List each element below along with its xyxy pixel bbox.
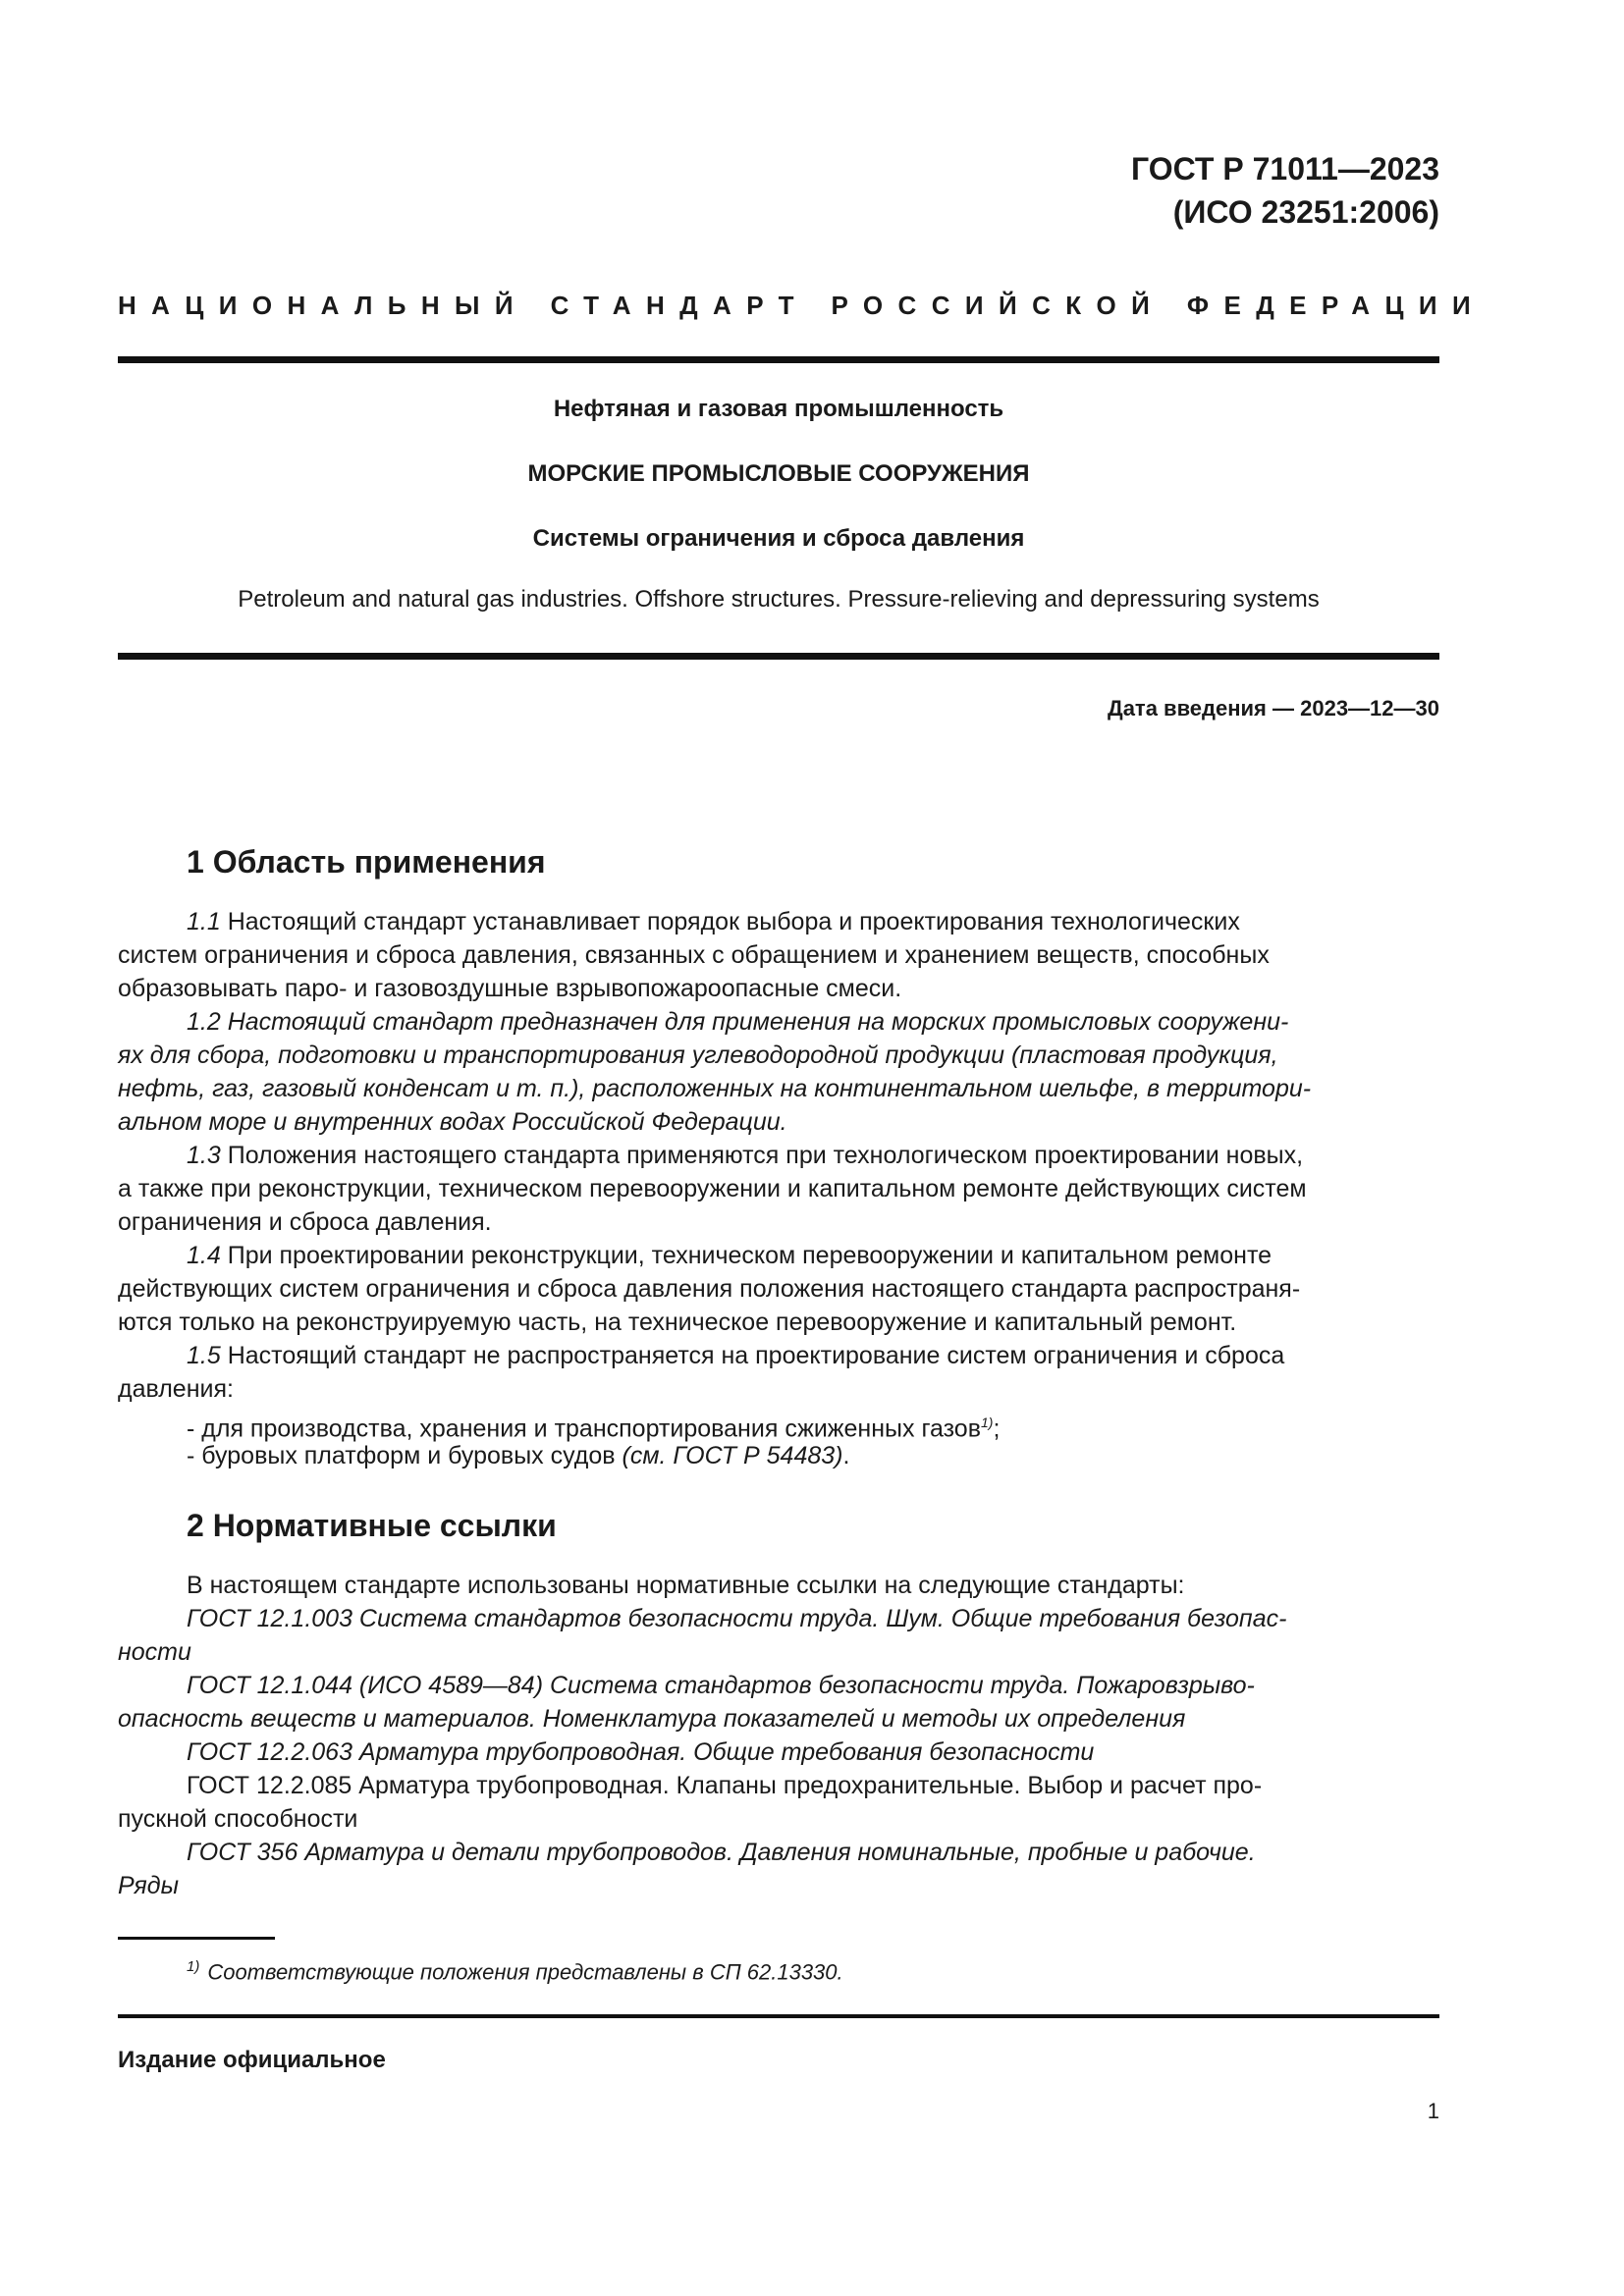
page-number: 1 [1427, 2099, 1439, 2123]
paragraph-1-4-line-3: ются только на реконструируемую часть, на техническое перевооружение и капитальный ремонт. [118, 1308, 1237, 1336]
paragraph-1-2-line-2: ях для сбора, подготовки и транспортирования углеводородной продукции (пластовая продукция, [118, 1041, 1278, 1069]
official-edition-label: Издание официальное [118, 2047, 386, 2073]
paragraph-1-1-line-1: 1.1 Настоящий стандарт устанавливает порядок выбора и проектирования технологических [187, 908, 1240, 935]
footnote-mark: 1) [187, 1958, 200, 1975]
systems-title: Системы ограничения и сброса давления [532, 525, 1025, 552]
paragraph-1-1-line-2: систем ограничения и сброса давления, связанных с обращением и хранением веществ, способных [118, 941, 1270, 969]
national-standard-title: НАЦИОНАЛЬНЫЙ СТАНДАРТ РОССИЙСКОЙ ФЕДЕРАЦИИ [118, 291, 1487, 320]
paragraph-1-2-line-1: 1.2 Настоящий стандарт предназначен для применения на морских промысловых сооружени- [187, 1008, 1289, 1036]
header-divider [118, 356, 1439, 363]
reference-gost-12-1-044-line-1: ГОСТ 12.1.044 (ИСО 4589—84) Система стандартов безопасности труда. Пожаровзрыво- [187, 1672, 1255, 1699]
paragraph-1-5-line-2: давления: [118, 1375, 234, 1403]
reference-gost-12-2-085-line-2: пускной способности [118, 1805, 358, 1833]
title-divider [118, 653, 1439, 660]
reference-gost-12-1-003-line-2: ности [118, 1638, 191, 1666]
document-code-block [1131, 147, 1439, 234]
reference-gost-356-line-2: Ряды [118, 1872, 179, 1899]
list-item-liquefied-gases: - для производства, хранения и транспортирования сжиженных газов$^{1)}$; [187, 1415, 1001, 1443]
paragraph-1-4-line-2: действующих систем ограничения и сброса давления положения настоящего стандарта распространя- [118, 1275, 1301, 1303]
paragraph-1-2-line-4: альном море и внутренних водах Российской Федерации. [118, 1108, 787, 1136]
paragraph-1-5-line-1: 1.5 Настоящий стандарт не распространяется на проектирование систем ограничения и сброса [187, 1342, 1285, 1369]
reference-gost-12-1-044-line-2: опасность веществ и материалов. Номенклатура показателей и методы их определения [118, 1705, 1186, 1733]
gost-cross-reference: (см. ГОСТ Р 54483) [622, 1442, 843, 1469]
clause-number: 1.5 [187, 1342, 221, 1369]
introduction-date: Дата введения — 2023—12—30 [1108, 696, 1439, 721]
english-title: Petroleum and natural gas industries. Offshore structures. Pressure-relieving and depressuring systems [238, 586, 1320, 613]
paragraph-1-2-line-3: нефть, газ, газовый конденсат и т. п.), расположенных на континентальном шельфе, в территори- [118, 1075, 1312, 1102]
industry-title: Нефтяная и газовая промышленность [553, 396, 1004, 422]
list-item-drilling-platforms: - буровых платформ и буровых судов (см. ГОСТ Р 54483). [187, 1442, 850, 1469]
reference-gost-12-1-003-line-1: ГОСТ 12.1.003 Система стандартов безопасности труда. Шум. Общие требования безопас- [187, 1605, 1287, 1632]
paragraph-1-4-line-1: 1.4 При проектировании реконструкции, техническом перевооружении и капитальном ремонте [187, 1242, 1272, 1269]
footer-divider [118, 2014, 1439, 2018]
reference-gost-356-line-1: ГОСТ 356 Арматура и детали трубопроводов. Давления номинальные, пробные и рабочие. [187, 1839, 1256, 1866]
paragraph-1-1-line-3: образовывать паро- и газовоздушные взрывопожароопасные смеси. [118, 975, 902, 1002]
reference-gost-12-2-085-line-1: ГОСТ 12.2.085 Арматура трубопроводная. Клапаны предохранительные. Выбор и расчет про- [187, 1772, 1263, 1799]
footnote: $^{1)}$ Соответствующие положения представлены в СП 62.13330. [187, 1958, 843, 1985]
footnote-divider [118, 1937, 275, 1940]
clause-number: 1.3 [187, 1142, 221, 1169]
standard-number: ГОСТ Р 71011—2023 [1131, 151, 1439, 187]
clause-number: 1.4 [187, 1242, 221, 1269]
paragraph-1-3-line-1: 1.3 Положения настоящего стандарта применяются при технологическом проектировании новых, [187, 1142, 1304, 1169]
clause-number: 1.1 [187, 908, 221, 935]
structures-title: МОРСКИЕ ПРОМЫСЛОВЫЕ СООРУЖЕНИЯ [527, 460, 1030, 487]
document-page [118, 0, 1487, 2296]
references-intro: В настоящем стандарте использованы нормативные ссылки на следующие стандарты: [187, 1572, 1185, 1599]
footnote-reference: 1) [981, 1415, 994, 1430]
paragraph-1-3-line-3: ограничения и сброса давления. [118, 1208, 492, 1236]
iso-number: (ИСО 23251:2006) [1172, 194, 1439, 230]
section-heading-scope: 1 Область применения [187, 844, 546, 880]
paragraph-1-3-line-2: а также при реконструкции, техническом перевооружении и капитальном ремонте действующих систем [118, 1175, 1307, 1202]
reference-gost-12-2-063: ГОСТ 12.2.063 Арматура трубопроводная. Общие требования безопасности [187, 1738, 1095, 1766]
section-heading-normative-references: 2 Нормативные ссылки [187, 1508, 557, 1543]
